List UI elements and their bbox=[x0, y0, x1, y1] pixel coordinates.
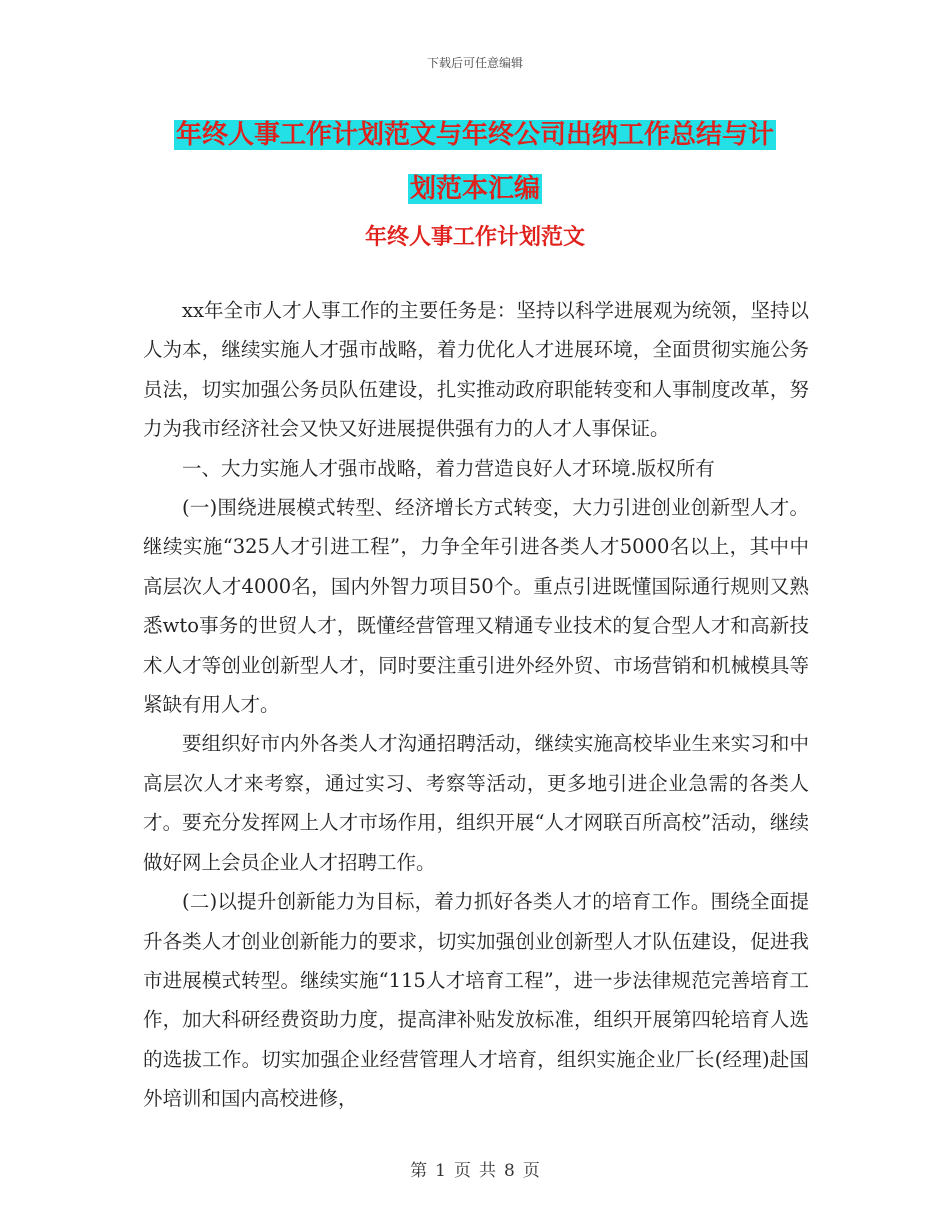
footer-label: 页 bbox=[454, 1161, 471, 1181]
title-line-1: 年终人事工作计划范文与年终公司出纳工作总结与计 bbox=[175, 120, 774, 150]
section-title: 年终人事工作计划范文 bbox=[364, 224, 585, 250]
page-number: 1 bbox=[435, 1161, 446, 1181]
paragraph: (二)以提升创新能力为目标，着力抓好各类人才的培育工作。围绕全面提升各类人才创业创新能力的要求，切实加强创业创新型人才队伍建设，促进我市进展模式转型。继续实施“115人才培育工程”，进一步法律规范完善培育工作，加大科研经费资助力度，提高津补贴发放标准，组织开展第四轮培育人选的选拔工作。切实加强企业经营管理人才培育，组织实施企业厂长(经理)赴国外培训和国内高校进修， bbox=[143, 890, 809, 1111]
page-footer bbox=[0, 1156, 950, 1181]
paragraph: (一)围绕进展模式转型、经济增长方式转变，大力引进创业创新型人才。继续实施“325人才引进工程”，力争全年引进各类人才5000名以上，其中中高层次人才4000名，国内外智力项目50个。重点引进既懂国际通行规则又熟悉wto事务的世贸人才，既懂经营管理又精通专业技术的复合型人才和高新技术人才等创业创新型人才，同时要注重引进外经外贸、市场营销和机械模具等紧缺有用人才。 bbox=[143, 496, 809, 717]
page-header: 下载后可任意编辑 bbox=[426, 56, 523, 70]
document-body bbox=[143, 291, 809, 1119]
title-line-2: 划范本汇编 bbox=[409, 174, 540, 204]
paragraph: xx年全市人才人事工作的主要任务是：坚持以科学进展观为统领，坚持以人为本，继续实施人才强市战略，着力优化人才进展环境，全面贯彻实施公务员法，切实加强公务员队伍建设，扎实推动政府职能转变和人事制度改革，努力为我市经济社会又快又好进展提供强有力的人才人事保证。 bbox=[143, 299, 809, 441]
total-pages: 8 bbox=[504, 1161, 515, 1181]
footer-label: 页 bbox=[522, 1161, 540, 1181]
footer-label: 第 bbox=[410, 1161, 428, 1181]
paragraph: 一、大力实施人才强市战略，着力营造良好人才环境.版权所有 bbox=[182, 456, 715, 480]
paragraph: 要组织好市内外各类人才沟通招聘活动，继续实施高校毕业生来实习和中高层次人才来考察，通过实习、考察等活动，更多地引进企业急需的各类人才。要充分发挥网上人才市场作用，组织开展“人才网联百所高校”活动，继续做好网上会员企业人才招聘工作。 bbox=[143, 732, 809, 874]
footer-label: 共 bbox=[479, 1161, 496, 1181]
document-title bbox=[140, 108, 810, 216]
